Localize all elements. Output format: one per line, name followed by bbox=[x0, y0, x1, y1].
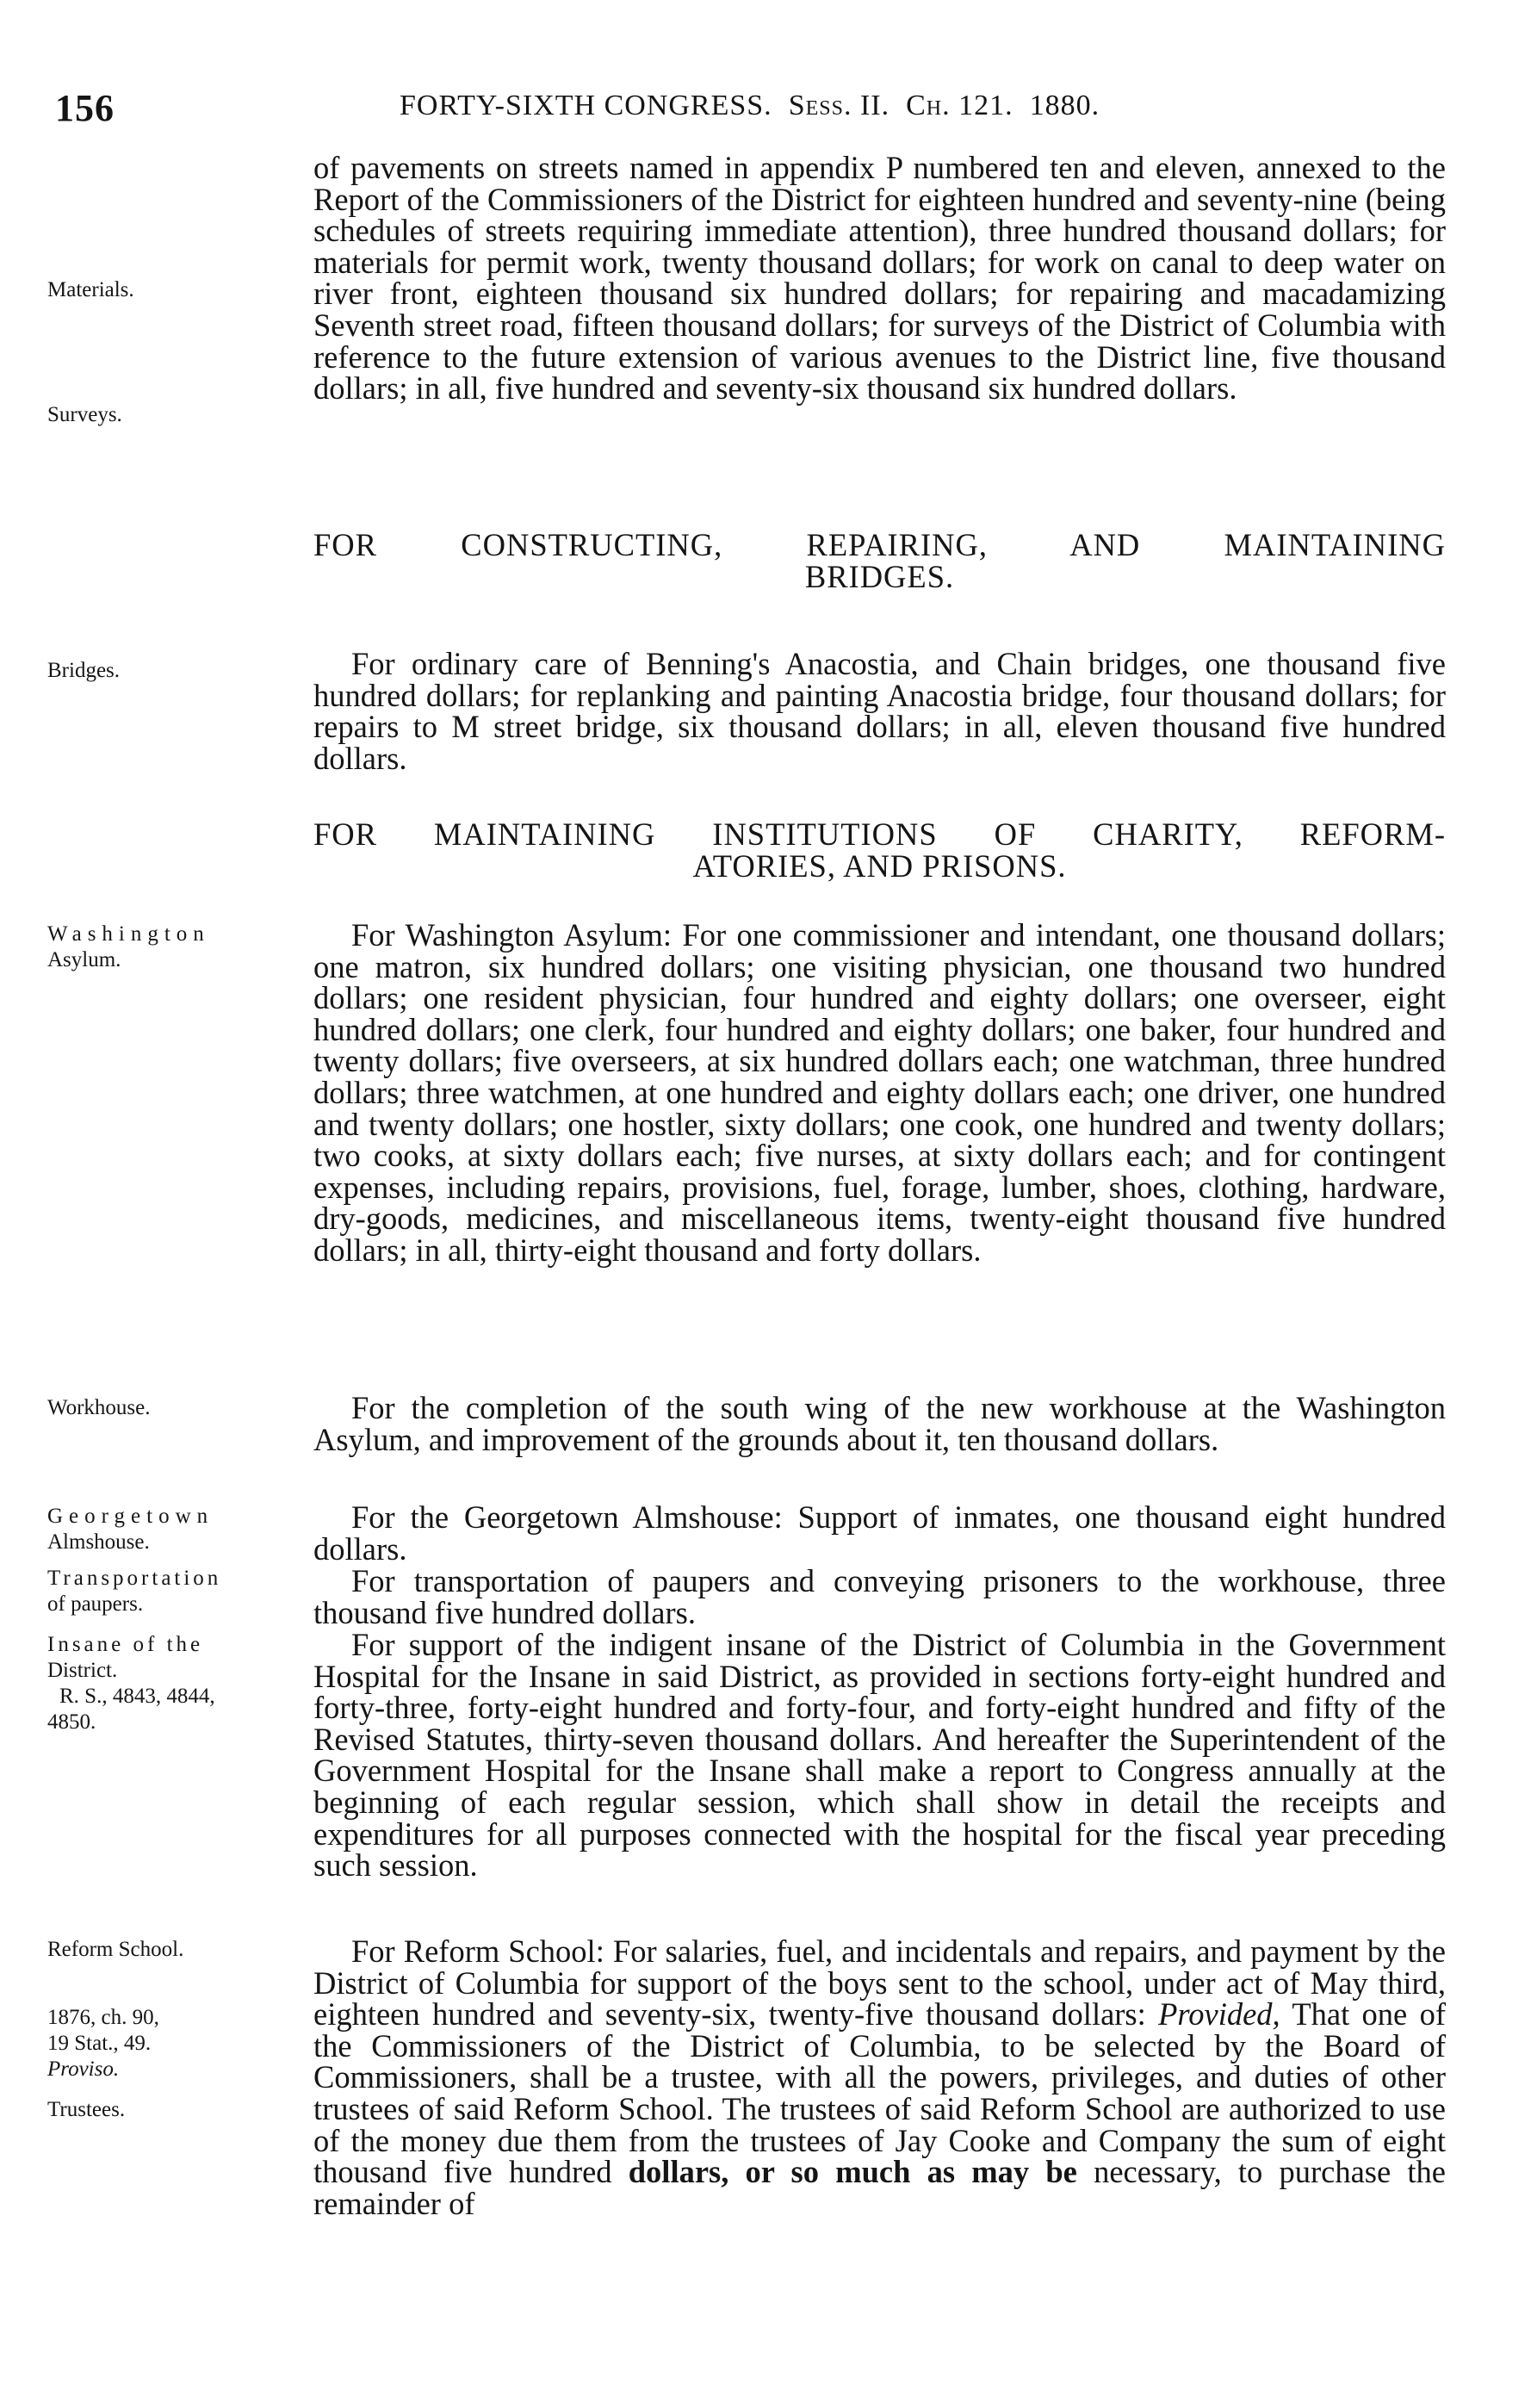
margin-note-transportation bbox=[47, 1566, 293, 1617]
bridges-heading bbox=[313, 527, 1446, 594]
running-head bbox=[400, 90, 1100, 122]
margin-note-washington-line-1: Washington bbox=[47, 922, 210, 946]
reform-provided: Provided, bbox=[1158, 1996, 1280, 2033]
margin-note-washington-line-2: Asylum. bbox=[47, 948, 121, 971]
reform-text-bold: dollars, or so much as may be bbox=[628, 2154, 1077, 2190]
reform-text-c: necessary, to purchase the remainder of bbox=[313, 2154, 1446, 2221]
charity-heading-line-1: FOR MAINTAINING INSTITUTIONS OF CHARITY, REFORM- bbox=[313, 816, 1446, 852]
margin-note-insane-ref-1: R. S., 4843, 4844, bbox=[59, 1685, 215, 1708]
session-label: Sess. II. bbox=[788, 90, 890, 121]
margin-note-insane bbox=[47, 1632, 293, 1735]
margin-note-bridges: Bridges. bbox=[47, 659, 121, 682]
workhouse-paragraph: For the completion of the south wing of the new workhouse at the Washington Asylum, and improvement of the grounds about it, ten thousand dollars. bbox=[313, 1390, 1446, 1457]
page-header bbox=[55, 86, 1450, 138]
intro-paragraph: of pavements on streets named in appendix P numbered ten and eleven, annexed to the Report of the Commissioners of the District for eighteen hundred and seventy-nine (being schedules of streets requiring immediate attention), three hundred thousand dollars; for materials for permit work, twenty thousand dollars; for work on canal to deep water on river front, eighteen thousand six hundred dollars; for repairing and macadamizing Seventh street road, fifteen thousand dollars; for surveys of the District of Columbia with reference to the future extension of various avenues to the District line, five thousand dollars; in all, five hundred and seventy-six thousand six hundred dollars. bbox=[313, 150, 1446, 407]
margin-note-transportation-line-2: of paupers. bbox=[47, 1592, 144, 1616]
bridges-paragraph: For ordinary care of Benning's Anacostia, and Chain bridges, one thousand five hundred dollars; for replanking and painting Anacostia bridge, four thousand dollars; for repairs to M street bridge, six thousand dollars; in all, eleven thousand five hundred dollars. bbox=[313, 646, 1446, 776]
margin-note-insane-line-2: District. bbox=[47, 1659, 118, 1682]
margin-note-materials: Materials. bbox=[47, 278, 134, 301]
margin-note-workhouse: Workhouse. bbox=[47, 1396, 151, 1419]
reform-school-paragraph bbox=[313, 1933, 1446, 2221]
page-number: 156 bbox=[55, 87, 115, 129]
bridges-heading-line-2: BRIDGES. bbox=[804, 558, 955, 594]
margin-note-georgetown-line-1: Georgetown bbox=[47, 1505, 214, 1528]
almshouse-paragraph: For the Georgetown Almshouse: Support of inmates, one thousand eight hundred dollars. bbox=[313, 1499, 1446, 1567]
washington-asylum-paragraph: For Washington Asylum: For one commissioner and intendant, one thousand dollars; one matron, six hundred dollars; one visiting physician, one thousand two hundred dollars; one resident physician, four hundred and eighty dollars; one overseer, eight hundred dollars; one clerk, four hundred and eighty dollars; one baker, four hundred and twenty dollars; five overseers, at six hundred dollars each; one watchman, three hundred dollars; three watchmen, at one hundred and eighty dollars each; one driver, one hundred and twenty dollars; one hostler, sixty dollars; one cook, one hundred and twenty dollars; two cooks, at sixty dollars each; five nurses, at sixty dollars each; and for contingent expenses, including repairs, provisions, fuel, forage, lumber, shoes, clothing, hardware, dry-goods, medicines, and miscellaneous items, twenty-eight thousand five hundred dollars; in all, thirty-eight thousand and forty dollars. bbox=[313, 917, 1446, 1268]
margin-note-act-ref-1: 1876, ch. 90, bbox=[47, 2006, 159, 2029]
charity-heading-line-2: ATORIES, AND PRISONS. bbox=[692, 847, 1067, 884]
margin-note-georgetown bbox=[47, 1504, 293, 1555]
margin-note-insane-ref-2: 4850. bbox=[47, 1710, 96, 1734]
bridges-heading-line-1: FOR CONSTRUCTING, REPAIRING, AND MAINTAINING bbox=[313, 527, 1446, 562]
margin-note-act-reference bbox=[47, 2005, 293, 2082]
margin-note-transportation-line-1: Transportation bbox=[47, 1567, 222, 1590]
reform-text-a: For Reform School: For salaries, fuel, and incidentals and repairs, and payment by the District of Columbia for support of the boys sent to the school, under act of May third, eighteen hundred and seventy-six, twenty-five thousand dollars: bbox=[313, 1933, 1446, 2033]
chapter-label: Ch. 121. bbox=[906, 90, 1013, 121]
margin-note-act-ref-2: 19 Stat., 49. bbox=[47, 2032, 152, 2055]
margin-note-surveys: Surveys. bbox=[47, 403, 122, 426]
margin-note-reform-school: Reform School. bbox=[47, 1938, 184, 1961]
congress-title: FORTY-SIXTH CONGRESS. bbox=[400, 90, 772, 121]
margin-note-proviso: Proviso. bbox=[47, 2057, 120, 2081]
year-label: 1880. bbox=[1029, 90, 1100, 121]
insane-paragraph: For support of the indigent insane of the District of Columbia in the Government Hospital for the Insane in said District, as provided in sections forty-eight hundred and forty-three, forty-eight hundred and forty-four, and forty-eight hundred and fifty of the Revised Statutes, thirty-seven thousand dollars. And hereafter the Superintendent of the Government Hospital for the Insane shall make a report to Congress annually at the beginning of each regular session, which shall show in detail the receipts and expenditures for all purposes connected with the hospital for the fiscal year preceding such session. bbox=[313, 1627, 1446, 1884]
reform-text-b: That one of the Commissioners of the District of Columbia, to be selected by the Board of Commissioners, shall be a trustee, with all the powers, privileges, and duties of other trustees of said Reform School. The trustees of said Reform School are authorized to use of the money due them from the trustees of Jay Cooke and Company the sum of eight thousand five hundred bbox=[313, 1996, 1446, 2190]
margin-note-trustees: Trustees. bbox=[47, 2098, 126, 2121]
margin-note-insane-line-1: Insane of the bbox=[47, 1633, 204, 1656]
charity-heading bbox=[313, 816, 1446, 884]
margin-note-georgetown-line-2: Almshouse. bbox=[47, 1530, 150, 1554]
paupers-paragraph: For transportation of paupers and conveying prisoners to the workhouse, three thousand five hundred dollars. bbox=[313, 1563, 1446, 1630]
margin-note-washington-asylum bbox=[47, 922, 293, 973]
